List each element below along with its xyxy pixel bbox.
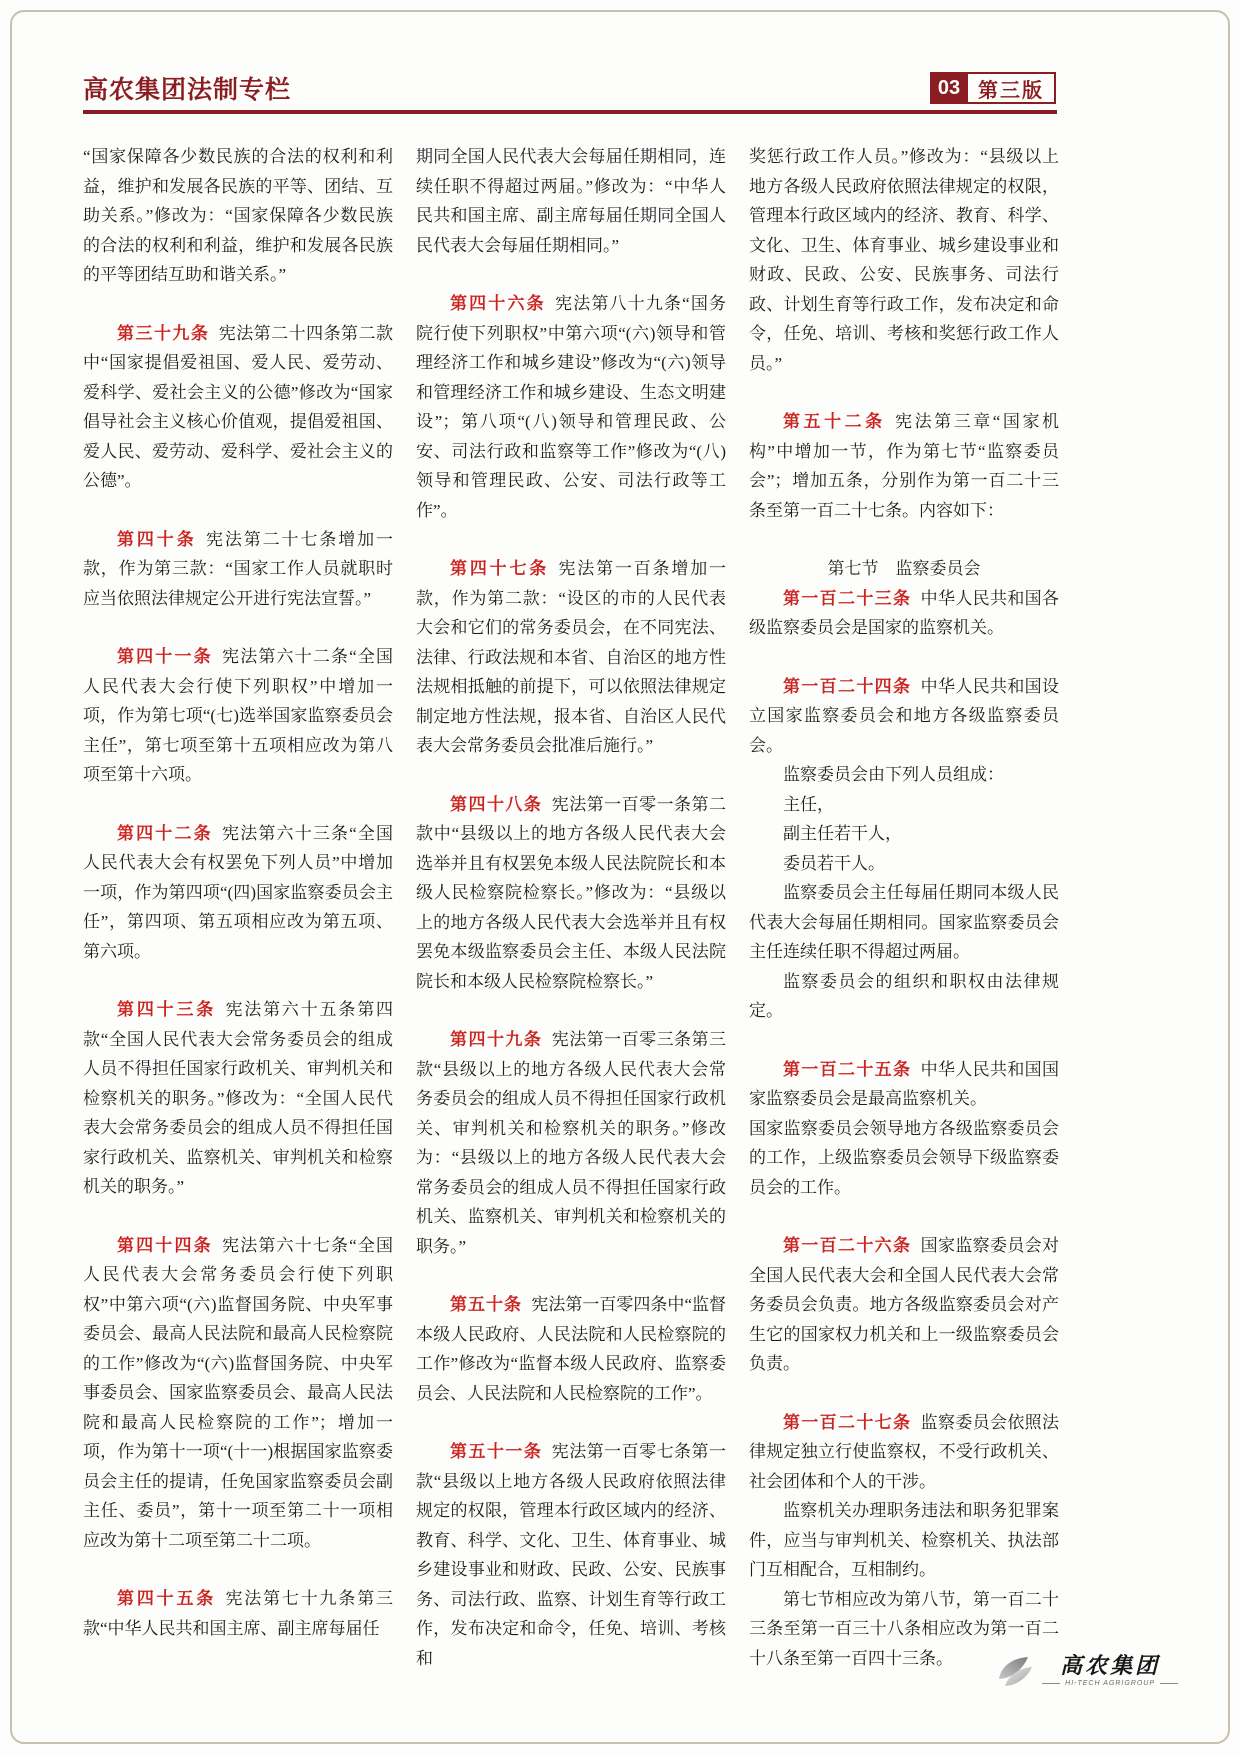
article-number: 第一百二十四条 (783, 676, 912, 696)
article-number: 第五十二条 (783, 412, 886, 431)
paragraph: 委员若干人。 (783, 853, 885, 873)
article-paragraph: 第四十七条 宪法第一百条增加一款，作为第二款：“设区的市的人民代表大会和它们的常务委员会，在不同宪法、法律、行政法规和本省、自治区的地方性法规相抵触的前提下，可以依照法律规定制定地方性法规，报本省、自治区人民代表大会常务委员会批准后施行。” (416, 559, 727, 755)
article-paragraph: 第五十条 宪法第一百零四条中“监督本级人民政府、人民法院和人民检察院的工作”修改为“监督本级人民政府、监察委员会、人民法院和人民检察院的工作”。 (416, 1295, 727, 1403)
paragraph: 第七节 监察委员会 (827, 559, 981, 578)
article-paragraph: 第四十条 宪法第二十七条增加一款，作为第三款：“国家工作人员就职时应当依照法律规定公开进行宪法宣誓。” (83, 529, 394, 608)
article-paragraph: 第五十二条 宪法第三章“国家机构”中增加一节，作为第七节“监察委员会”；增加五条，分别作为第一百二十三条至第一百二十七条。内容如下： (749, 412, 1059, 520)
article-number: 第四十五条 (117, 1589, 217, 1608)
logo-text: 高农集团 (1060, 1653, 1161, 1678)
article-number: 第四十二条 (117, 823, 213, 843)
paragraph: 监察委员会的组织和职权由法律规定。 (749, 971, 1059, 1020)
article-number: 第五十条 (450, 1295, 523, 1314)
paragraph: 第七节相应改为第八节，第一百二十三条至第一百三十八条相应改为第一百二十八条至第一百四十三条。 (749, 1589, 1059, 1668)
article-paragraph: 第四十八条 宪法第一百零一条第二款中“县级以上的地方各级人民代表大会选举并且有权罢免本级人民法院院长和本级人民检察院检察长。”修改为：“县级以上的地方各级人民代表大会选举并且有权罢免本级监察委员会主任、本级人民法院院长和本级人民检察院检察长。” (416, 794, 727, 991)
article-number: 第四十六条 (450, 294, 546, 313)
article-number: 第一百二十七条 (783, 1412, 912, 1432)
article-paragraph: 第四十四条 宪法第六十七条“全国人民代表大会常务委员会行使下列职权”中第六项“(六)监督国务院、中央军事委员会、最高人民法院和最高人民检察院的工作”修改为“(六)监督国务院、中央军事委员会、国家监察委员会、最高人民法院和最高人民检察院的工作”；增加一项，作为第十一项“(十一)根据国家监察委员会主任的提请，任免国家监察委员会副主任、委员”，第十一项至第二十一项相应改为第十二项至第二十二项。 (83, 1235, 394, 1550)
footer-logo (996, 1655, 1178, 1694)
article-paragraph: 第三十九条 宪法第二十四条第二款中“国家提倡爱祖国、爱人民、爱劳动、爱科学、爱社会主义的公德”修改为“国家倡导社会主义核心价值观，提倡爱祖国、爱人民、爱劳动、爱科学、爱社会主义的公德”。 (83, 323, 394, 490)
article-number: 第一百二十三条 (783, 588, 912, 608)
article-number: 第五十一条 (450, 1442, 543, 1461)
article-number: 第四十八条 (450, 794, 543, 814)
paragraph: 监察委员会由下列人员组成： (783, 765, 1004, 784)
header-rule (83, 110, 1057, 114)
logo-subtext: HI-TECH AGRIGROUP (1042, 1680, 1178, 1687)
article-columns (83, 142, 1059, 1673)
paragraph: “国家保障各少数民族的合法的权利和利益，维护和发展各民族的平等、团结、互助关系。”修改为：“国家保障各少数民族的合法的权利和利益，维护和发展各民族的平等团结互助和谐关系。” (83, 147, 393, 284)
article-number: 第一百二十六条 (783, 1236, 912, 1255)
article-number: 第四十四条 (117, 1235, 213, 1255)
article-paragraph: 第四十九条 宪法第一百零三条第三款“县级以上的地方各级人民代表大会常务委员会的组成人员不得担任国家行政机关、审判机关和检察机关的职务。”修改为：“县级以上的地方各级人民代表大会常务委员会的组成人员不得担任国家行政机关、监察机关、审判机关和检察机关的职务。” (416, 1030, 727, 1256)
article-number: 第一百二十五条 (783, 1059, 912, 1079)
article-number: 第四十三条 (117, 1000, 217, 1019)
article-paragraph: 第四十六条 宪法第八十九条“国务院行使下列职权”中第六项“(六)领导和管理经济工作和城乡建设”修改为“(六)领导和管理经济工作和城乡建设、生态文明建设”；第八项“(八)领导和管理民政、公安、司法行政和监察等工作”修改为“(八)领导和管理民政、公安、司法行政等工作”。 (416, 294, 727, 520)
paragraph: 期同全国人民代表大会每届任期相同，连续任职不得超过两届。”修改为：“中华人民共和国主席、副主席每届任期同全国人民代表大会每届任期相同。” (416, 147, 726, 255)
page-edition-label: 第三版 (968, 72, 1056, 104)
article-paragraph: 第四十五条 宪法第七十九条第三款“中华人民共和国主席、副主席每届任 (83, 1589, 394, 1638)
article-paragraph: 第一百二十四条 中华人民共和国设立国家监察委员会和地方各级监察委员会。 (749, 676, 1059, 755)
article-paragraph: 第四十一条 宪法第六十二条“全国人民代表大会行使下列职权”中增加一项，作为第七项“(七)选举国家监察委员会主任”，第七项至第十五项相应改为第八项至第十六项。 (83, 647, 394, 784)
column-2 (416, 142, 726, 1673)
article-paragraph: 第一百二十五条 中华人民共和国国家监察委员会是最高监察机关。 (749, 1059, 1059, 1108)
leaf-logo-icon (996, 1655, 1034, 1694)
page-tag (930, 72, 1056, 104)
section-title: 高农集团法制专栏 (83, 76, 292, 104)
article-paragraph: 第一百二十六条 国家监察委员会对全国人民代表大会和全国人民代表大会常务委员会负责。地方各级监察委员会对产生它的国家权力机关和上一级监察委员会负责。 (749, 1236, 1059, 1373)
paragraph: 监察委员会主任每届任期同本级人民代表大会每届任期相同。国家监察委员会主任连续任职不得超过两届。 (749, 883, 1059, 961)
article-paragraph: 第一百二十三条 中华人民共和国各级监察委员会是国家的监察机关。 (749, 588, 1059, 637)
paragraph: 副主任若干人， (783, 824, 902, 843)
column-3 (749, 142, 1059, 1673)
paragraph: 奖惩行政工作人员。”修改为：“县级以上地方各级人民政府依照法律规定的权限，管理本行政区域内的经济、教育、科学、文化、卫生、体育事业、城乡建设事业和财政、民政、公安、民族事务、司法行政、计划生育等行政工作，发布决定和命令，任免、培训、考核和奖惩行政工作人员。” (749, 147, 1059, 373)
article-paragraph: 第五十一条 宪法第一百零七条第一款“县级以上地方各级人民政府依照法律规定的权限，管理本行政区域内的经济、教育、科学、文化、卫生、体育事业、城乡建设事业和财政、民政、公安、民族事务、司法行政、监察、计划生育等行政工作，发布决定和命令，任免、培训、考核和 (416, 1442, 727, 1668)
page-number: 03 (930, 72, 968, 104)
paragraph: 主任， (783, 794, 834, 814)
article-number: 第三十九条 (117, 323, 210, 343)
article-number: 第四十七条 (450, 559, 550, 578)
article-number: 第四十一条 (117, 647, 213, 666)
paragraph: 国家监察委员会领导地方各级监察委员会的工作，上级监察委员会领导下级监察委员会的工作。 (749, 1118, 1059, 1197)
article-paragraph: 第四十二条 宪法第六十三条“全国人民代表大会有权罢免下列人员”中增加一项，作为第四项“(四)国家监察委员会主任”，第四项、第五项相应改为第五项、第六项。 (83, 823, 394, 961)
article-paragraph: 第一百二十七条 监察委员会依照法律规定独立行使监察权，不受行政机关、社会团体和个人的干涉。 (749, 1412, 1059, 1491)
column-1 (83, 142, 393, 1673)
article-number: 第四十条 (117, 529, 197, 549)
article-number: 第四十九条 (450, 1030, 543, 1049)
article-paragraph: 第四十三条 宪法第六十五条第四款“全国人民代表大会常务委员会的组成人员不得担任国家行政机关、审判机关和检察机关的职务。”修改为：“全国人民代表大会常务委员会的组成人员不得担任国家行政机关、监察机关、审判机关和检察机关的职务。” (83, 1000, 394, 1196)
paragraph: 监察机关办理职务违法和职务犯罪案件，应当与审判机关、检察机关、执法部门互相配合，互相制约。 (749, 1501, 1059, 1579)
